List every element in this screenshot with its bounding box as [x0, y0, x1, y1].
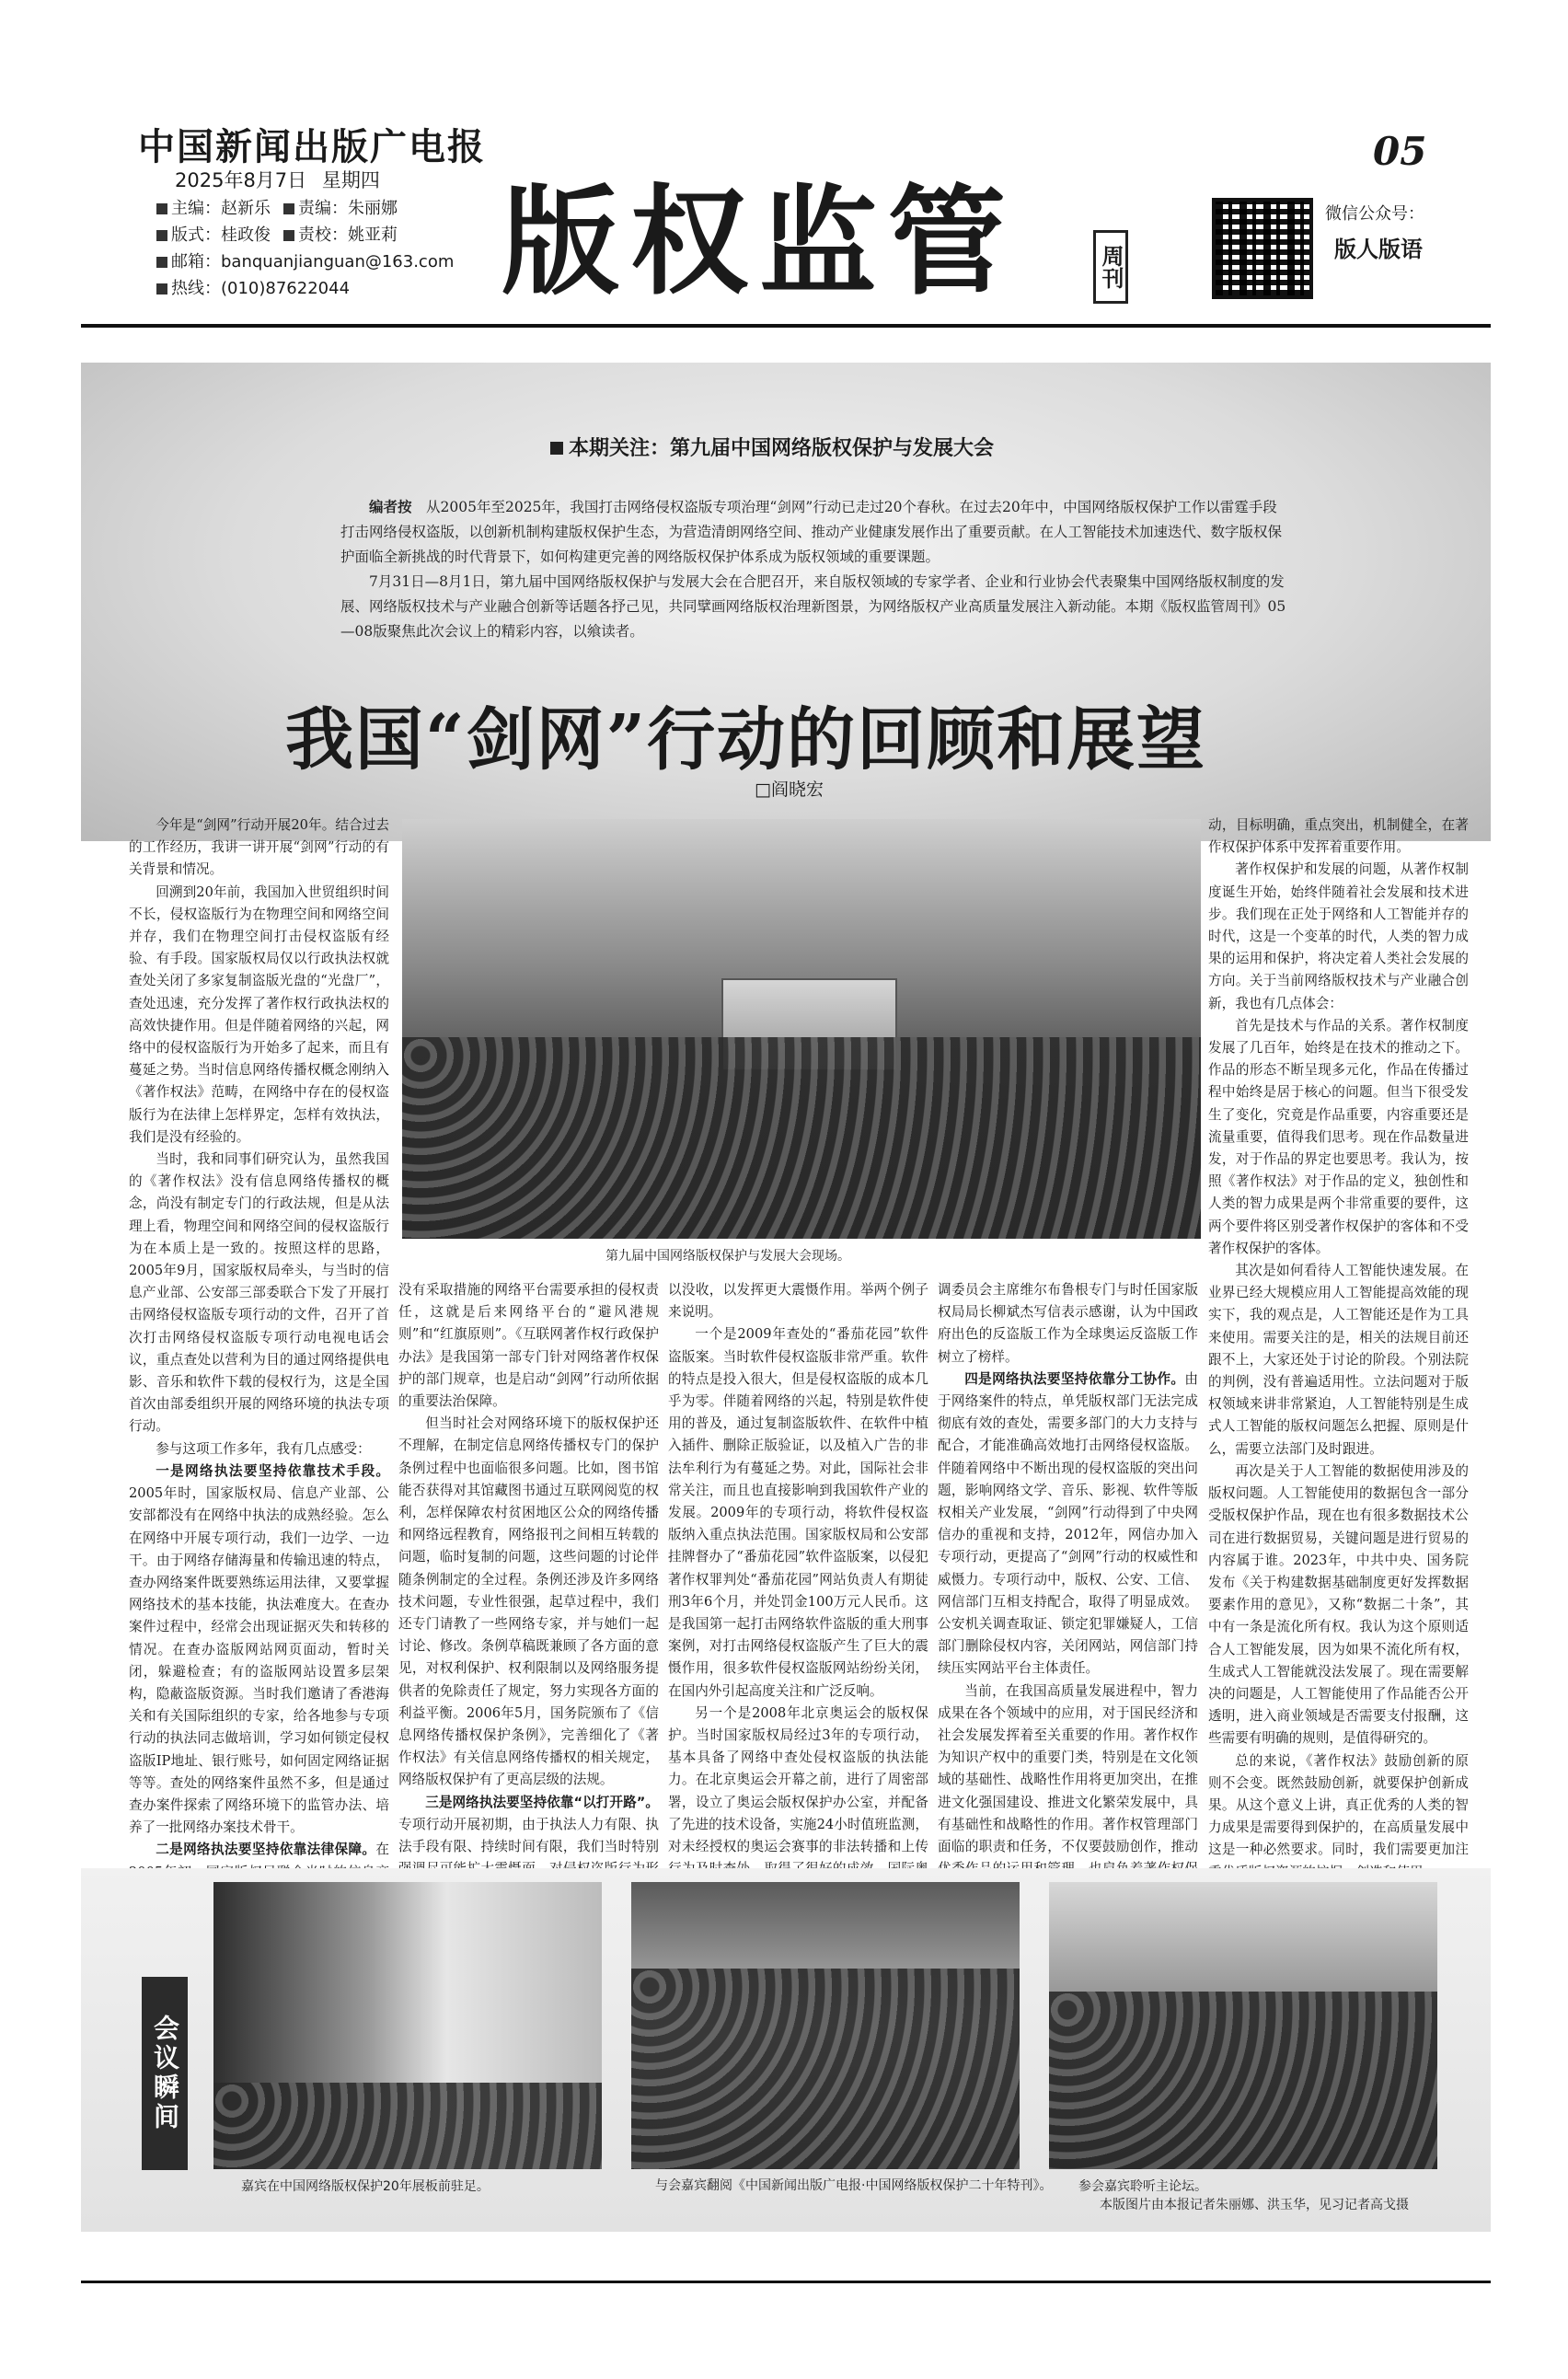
- wechat-label: 微信公众号：: [1325, 204, 1424, 224]
- paragraph: 其次是如何看待人工智能快速发展。在业界已经大规模应用人工智能提高效能的现实下，我的观点是，人工智能还是作为工具来使用。需要关注的是，相关的法规目前还跟不上，大家还处于讨论的阶段。个别法院的判例，没有普遍适用性。立法问题对于版权领域来讲非常紧迫，人工智能特别是生成式人工智能的版权问题怎么把握、原则是什么，需要立法部门及时跟进。: [1208, 1263, 1469, 1457]
- caption-readers: 与会嘉宾翻阅《中国新闻出版广电报·中国网络版权保护二十年特刊》。: [655, 2178, 1053, 2193]
- audience-photo: [1049, 1882, 1437, 2169]
- editor: 主编：赵新乐: [171, 199, 271, 218]
- paragraph-body: 由于网络案件的特点，单凭版权部门无法完成彻底有效的查处，需要多部门的大力支持与配合，才能准确高效地打击网络侵权盗版。伴随着网络中不断出现的侵权盗版的突出问题，影响网络文学、音乐、影视、软件等版权相关产业发展，“剑网”行动得到了中央网信办的重视和支持，2012年，网信办加入专项行动，更提高了“剑网”行动的权威性和威慑力。专项行动中，版权、公安、工信、网信部门互相支持配合，取得了明显成效。公安机关调查取证、锁定犯罪嫌疑人，工信部门删除侵权内容，关闭网站，网信部门持续压实网站平台主体责任。: [938, 1370, 1198, 1677]
- top-rule: [81, 324, 1491, 328]
- qr-code-icon: [1212, 198, 1313, 299]
- paragraph: 首先是技术与作品的关系。著作权制度发展了几百年，始终是在技术的推动之下。作品的形态不断呈现多元化，作品在传播过程中始终是居于核心的问题。但当下很受发生了变化，究竟是作品重要，内容重要还是流量重要，值得我们思考。现在作品数量进发，对于作品的界定也要思考。我认为，按照《著作权法》对于作品的定义，独创性和人类的智力成果是两个非常重要的要件，这两个要件将区别受著作权保护的客体和不受著作权保护的客体。: [1208, 1017, 1469, 1256]
- editor-note-p1: 从2005年至2025年，我国打击网络侵权盗版专项治理“剑网”行动已走过20个春秋。在过去20年中，中国网络版权保护工作以雷霆手段打击网络侵权盗版，以创新机制构建版权保护生态，为营造清朗网络空间、推动产业健康发展作出了重要贡献。在人工智能技术加速迭代、数字版权保护面临全新挑战的时代背景下，如何构建更完善的网络版权保护体系成为版权领域的重要课题。: [340, 499, 1283, 565]
- paragraph: 动，目标明确，重点突出，机制健全，在著作权保护体系中发挥着重要作用。: [1208, 817, 1469, 856]
- wechat-info: [1325, 201, 1463, 263]
- editor-note-p2: 7月31日—8月1日，第九届中国网络版权保护与发展大会在合肥召开，来自版权领域的专家学者、企业和行业协会代表聚集中国网络版权制度的发展、网络版权技术与产业融合创新等话题各抒己见，共同擘画网络版权治理新图景，为网络版权产业高质量发展注入新动能。本期《版权监管周刊》05—08版聚焦此次会议上的精彩内容，以飨读者。: [340, 573, 1286, 640]
- paragraph: 回溯到20年前，我国加入世贸组织时间不长，侵权盗版行为在物理空间和网络空间并存，我们在物理空间打击侵权盗版有经验、有手段。国家版权局仅以行政执法权就查处关闭了多家复制盗版光盘的“光盘厂”，查处迅速，充分发挥了著作权行政执法权的高效快捷作用。但是伴随着网络的兴起，网络中的侵权盗版行为开始多了起来，而且有蔓延之势。当时信息网络传播权概念刚纳入《著作权法》范畴，在网络中存在的侵权盗版行为在法律上怎样界定，怎样有效执法，我们是没有经验的。: [129, 883, 389, 1145]
- layout-editor: 版式：桂政俊: [171, 225, 271, 245]
- paragraph: 以没收，以发挥更大震慑作用。举两个例子来说明。: [668, 1282, 928, 1321]
- paragraph: 当前，在我国高质量发展进程中，智力成果在各个领域中的应用，对于国民经济和社会发展发挥着至关重要的作用。著作权作为知识产权中的重要门类，特别是在文化领域的基础性、战略性作用将更加突出，在推进文化强国建设、推进文化繁荣发展中，具有基础性和战略性的作用。著作权管理部门面临的职责和任务，不仅要鼓励创作，推动: [938, 1682, 1198, 1855]
- weekday: 星期四: [321, 169, 380, 191]
- photo-caption: 第九届中国网络版权保护与发展大会现场。: [605, 1249, 850, 1264]
- paragraph: 参与这项工作多年，我有几点感受：: [156, 1440, 371, 1457]
- paper-name: 中国新闻出版广电报: [138, 125, 486, 168]
- paragraph: 调委员会主席维尔布鲁根专门与时任国家版权局局长柳斌杰写信表示感谢，认为中国政府出色的反盗版工作为全球奥运反盗版工作树立了榜样。: [938, 1282, 1198, 1365]
- subheading: 二是网络执法要坚持依靠法律保障。: [156, 1842, 376, 1858]
- bottom-rule: [81, 2281, 1491, 2283]
- caption-audience: 参会嘉宾聆听主论坛。: [1078, 2179, 1207, 2194]
- section-title: 版权监管: [502, 173, 1018, 311]
- focus-label: 本期关注：第九届中国网络版权保护与发展大会: [569, 437, 995, 460]
- paragraph: 总的来说，《著作权法》鼓励创新的原则不会变。既然鼓励创新，就要保护创新成果。从这个意义上讲，真正优秀的人类的智力成果是需要得到保护的，在高质量发展中这是一种必然要求。同时，我们需要更加注: [1208, 1752, 1469, 1858]
- date: 2025年8月7日: [175, 169, 307, 191]
- forum-audience: [1049, 1992, 1437, 2169]
- paragraph-with-heading: [938, 1369, 1198, 1680]
- audience: [402, 1037, 1201, 1239]
- paragraph: 著作权保护和发展的问题，从著作权制度诞生开始，始终伴随着社会发展和技术进步。我们现在正处于网络和人工智能并存的时代，这是一个变革的时代，人类的智力成果的运用和保护，将决定着人类社会发展的方向。关于当前网络版权技术与产业融合创新，我也有几点体会：: [1208, 861, 1469, 1011]
- photo-credit: 本版图片由本报记者朱丽娜、洪玉华，见习记者高戈摄: [1100, 2198, 1409, 2212]
- paragraph-body: 专项行动开展初期，由于执法人力有限、执法手段有限、持续时间有限，我们当时特别: [398, 1816, 659, 1855]
- article-column-4: [938, 1279, 1198, 1864]
- weekly-badge: 周刊: [1093, 230, 1128, 304]
- wechat-name: 版人版语: [1334, 237, 1423, 262]
- conference-photo: [402, 819, 1201, 1239]
- subheading: 一是网络执法要坚持依靠技术手段。: [156, 1462, 389, 1479]
- staff-list: [156, 195, 467, 302]
- subheading: 四是网络执法要坚持依靠分工协作。: [964, 1370, 1185, 1387]
- paragraph-body: 在: [375, 1842, 389, 1858]
- article-column-3: [668, 1279, 928, 1864]
- paragraph-with-heading: [129, 1461, 389, 1839]
- email: 邮箱：banquanjianguan@163.com: [171, 252, 455, 271]
- issue-date: [175, 166, 380, 193]
- paragraph: 今年是“剑网”行动开展20年。结合过去的工作经历，我讲一讲开展“剑网”行动的有关背景和情况。: [129, 817, 389, 878]
- page-number: 05: [1373, 129, 1427, 174]
- article-column-2: [398, 1279, 659, 1864]
- paragraph: 当时，我和同事们研究认为，虽然我国的《著作权法》没有信息网络传播权的概念，尚没有制定专门的行政法规，但是从法理上看，物理空间和网络空间的侵权盗版行为在本质上是一致的。按照这样的思路，2005年9月，国家版权局牵头，与当时的信息产业部、公安部三部委联合下发了开展打击网络侵权盗版专项行动的文件，召开了首次打击网络侵权盗版专项行动电视电话会议，重点查处以营利为目的通过网络提供电影、音乐和软件下载的侵权行为，这是全国首次由部委组织开展的网络环境的执法专项行动。: [129, 1151, 389, 1435]
- editor-note-title: 编者按: [369, 499, 412, 515]
- guests-reading: [631, 1969, 1020, 2169]
- paragraph: 没有采取措施的网络平台需要承担的侵权责任，这就是后来网络平台的“避风港规则”和“红旗原则”。《互联网著作权行政保护办法》是我国第一部专门针对网络著作权保护的部门规章，也是启动“剑网”行动所依据的重要法治保障。: [398, 1282, 659, 1410]
- article-column-5: [1208, 814, 1469, 1864]
- paragraph: 另一个是2008年北京奥运会的版权保护。当时国家版权局经过3年的专项行动，基本具备了网络中查处侵权盗版的执法能力。在北京奥运会开幕之前，进行了周密部署，设立了奥运会版权保护办公室，并配备了先进的技术设备，实施24小时值班监测，对未经授权的奥运会赛事的非法转播和上传: [668, 1704, 928, 1855]
- caption-exhibition: 嘉宾在中国网络版权保护20年展板前驻足。: [241, 2179, 490, 2194]
- square-bullet-icon: [550, 442, 563, 455]
- proofreader: 责校：姚亚莉: [298, 225, 398, 245]
- byline: □阎晓宏: [755, 780, 824, 800]
- exhibition-photo: [213, 1882, 602, 2169]
- duty-editor: 责编：朱丽娜: [298, 199, 398, 218]
- masthead: [138, 110, 1491, 331]
- paragraph: 再次是关于人工智能的数据使用涉及的版权问题。人工智能使用的数据包含一部分受版权保护作品，现在也有很多数据技术公司在进行数据贸易，关键问题是进行贸易的内容属于谁。2023年，中共中央、国务院发布《关于构建数据基础制度更好发挥数据要素作用的意见》，又称“数据二十条”，其中有一条是流化所有权。我认为这个原则适合人工智能发展，因为如果不流化所有权，生成式人工智能就没法发展了。现在需要解决的问题是，人工智能使用了作品能否公开透明，进入商业领域是否需要支付报酬，这些需要有明确的规则，是值得研究的。: [1208, 1462, 1469, 1747]
- editor-note: [340, 495, 1288, 644]
- article-column-1: [129, 814, 389, 1864]
- visitors: [213, 2083, 602, 2169]
- meeting-moments-label: 会议瞬间: [142, 1977, 188, 2170]
- hotline: 热线：(010)87622044: [171, 279, 351, 298]
- paragraph: 一个是2009年查处的“番茄花园”软件盗版案。当时软件侵权盗版非常严重。软件的特点是投入很大，但是侵权盗版的成本几乎为零。伴随着网络的兴起，特别是软件使用的普及，通过复制盗版软件、在软件中植入插件、删除正版验证，以及植入广告的非法牟利行为有蔓延之势。对此，国际社会非常关注，而且也直接影响到我国软件产业的发展。2009年的专项行动，将软件侵权盗版纳入重点执法范围。国家版权局和公安部挂牌督办了“番茄花园”软件盗版案，以侵犯著作权罪判处“番茄花园”网站负责人有期徒刑3年6个月，并处罚金100万元人民币。这是我国第一起打击网络软件盗版的重大刑事案例，对打击网络侵权盗版产生了巨大的震慑作用，很多软件侵权盗版网站纷纷关闭，在国内外引起高度关注和广泛反响。: [668, 1326, 928, 1699]
- headline: 我国“剑网”行动的回顾和展望: [285, 700, 1207, 780]
- readers-photo: [631, 1882, 1020, 2169]
- paragraph: 但当时社会对网络环境下的版权保护还不理解，在制定信息网络传播权专门的保护条例过程中也面临很多问题。比如，图书馆能否获得对其馆藏图书通过互联网阅览的权利，怎样保障农村贫困地区公众的网络传播和网络远程教育，网络报刊之间相互转载的问题，临时复制的问题，这些问题的讨论伴随条例制定的全过程。条例还涉及许多网络技术问题，专业性很强，起草过程中，我们还专门请教了一些网络专家，并与她们一起讨论、修改。条例草稿既兼顾了各方面的意见，对权利保护、权利限制以及网络服务提供者的免除责任了规定，努力实现各方面的利益平衡。2006年5月，国务院颁布了《信息网络传播权保护条例》，完善细化了《著作权法》有关信息网络传播权的相关规定，网络版权保护有了更高层级的法规。: [398, 1415, 659, 1788]
- paragraph-body: 2005年时，国家版权局、信息产业部、公安部都没有在网络中执法的成熟经验。怎么在网络中开展专项行动，我们一边学、一边干。由于网络存储海量和传输迅速的特点，查办网络案件既要熟练运用法律，又要掌握网络技术的基本技能，执法难度大。在查办案件过程中，经常会出现证据灭失和转移的情况。在查办盗版网站网页面动，暂时关闭，躲避检查；有的盗版网站设置多层架构，隐蔽盗版资源。当时我们邀请了香港海关和有关国际组织的专家，给各地参与专项行动的执法同志做培训，学习如何锁定侵权盗版IP地址、银行账号，如何固定网络证据等等。查处的网络案件虽然不多，但是通过查办案件探索了网络环境下的监管办法、培养了一批网络办案技术骨干。: [129, 1485, 389, 1836]
- subheading: 三是网络执法要坚持依靠“以打开路”。: [425, 1794, 659, 1810]
- focus-title: [550, 433, 994, 461]
